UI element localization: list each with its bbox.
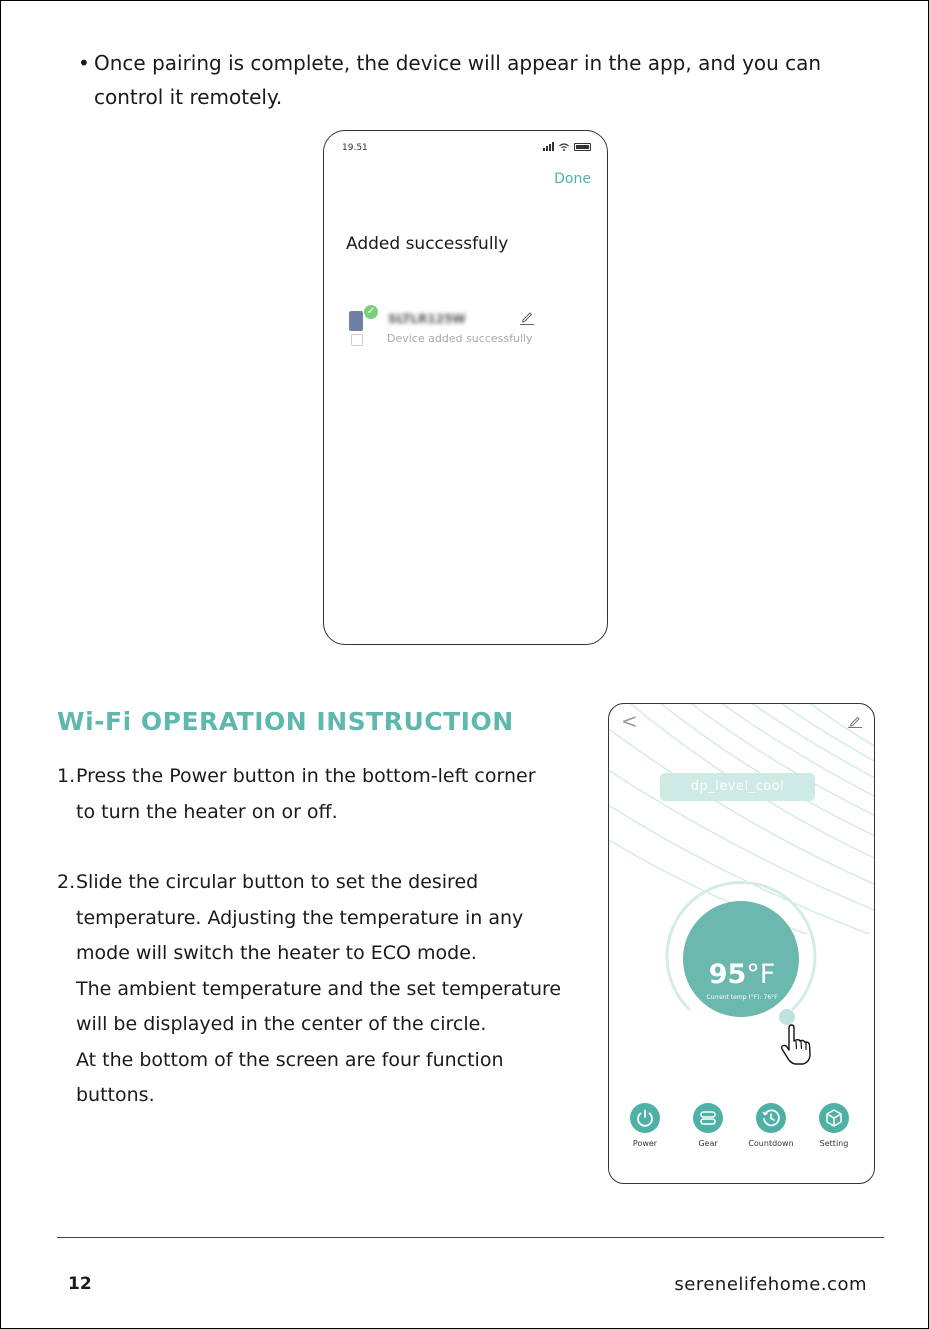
check-icon: ✓ [364, 305, 378, 319]
gear-label: Gear [698, 1139, 718, 1148]
setting-button[interactable] [819, 1103, 849, 1133]
gear-button[interactable] [693, 1103, 723, 1133]
wifi-icon [559, 143, 569, 151]
signal-icon [543, 142, 554, 151]
countdown-icon [756, 1103, 786, 1133]
device-base-icon [351, 334, 363, 346]
bullet-symbol: • [78, 51, 90, 75]
step-2-line: buttons. [76, 1084, 155, 1106]
instruction-step-1 [57, 759, 597, 830]
step-2-line: will be displayed in the center of the circle. [76, 1013, 487, 1035]
countdown-label: Countdown [748, 1139, 794, 1148]
setting-label: Setting [819, 1139, 849, 1148]
edit-icon[interactable] [519, 309, 535, 325]
status-time: 19.51 [342, 143, 368, 153]
device-icon [349, 311, 363, 331]
step-2-line: temperature. Adjusting the temperature in any [76, 906, 524, 929]
step-1-number: 1. [57, 765, 76, 787]
temp-value: 95 [708, 959, 747, 990]
set-temperature [683, 959, 801, 990]
step-2-number: 2. [57, 871, 76, 893]
hand-pointer-icon [779, 1024, 815, 1066]
power-label: Power [632, 1139, 658, 1148]
footer-divider [57, 1237, 884, 1238]
back-icon[interactable]: < [621, 709, 638, 733]
device-status: Device added successfully [387, 332, 533, 345]
page-number: 12 [68, 1274, 92, 1294]
instruction-step-2 [57, 865, 597, 1114]
device-name: SLTLR125W [388, 312, 466, 326]
countdown-button[interactable] [756, 1103, 786, 1133]
step-2-line: mode will switch the heater to ECO mode. [76, 942, 477, 964]
edit-icon[interactable] [848, 714, 862, 728]
current-temperature: Current temp (°F): 76°F [706, 994, 778, 1001]
step-1-line: Press the Power button in the bottom-left corner [76, 765, 536, 787]
phone-heater-control [608, 703, 875, 1184]
intro-bullet [78, 46, 838, 114]
section-title: Wi-Fi OPERATION INSTRUCTION [57, 707, 514, 736]
temp-unit: °F [746, 959, 776, 990]
website: serenelifehome.com [674, 1274, 867, 1295]
gear-icon [693, 1103, 723, 1133]
step-2-line: The ambient temperature and the set temperature [76, 977, 562, 1000]
phone-added-successfully [323, 130, 608, 645]
power-button[interactable] [630, 1103, 660, 1133]
step-1-line: to turn the heater on or off. [76, 800, 338, 823]
step-2-line: Slide the circular button to set the desired [76, 871, 479, 893]
added-title: Added successfully [346, 234, 509, 254]
done-button[interactable]: Done [554, 171, 591, 187]
level-badge: dp_level_cool [660, 773, 815, 801]
status-icons [543, 142, 591, 151]
intro-line-1: Once pairing is complete, the device will appear in the app, and you can [94, 51, 822, 75]
battery-icon [574, 143, 591, 151]
step-2-line: At the bottom of the screen are four function [76, 1048, 504, 1071]
setting-cube-icon [819, 1103, 849, 1133]
intro-line-2: control it remotely. [94, 85, 283, 109]
power-icon [630, 1103, 660, 1133]
